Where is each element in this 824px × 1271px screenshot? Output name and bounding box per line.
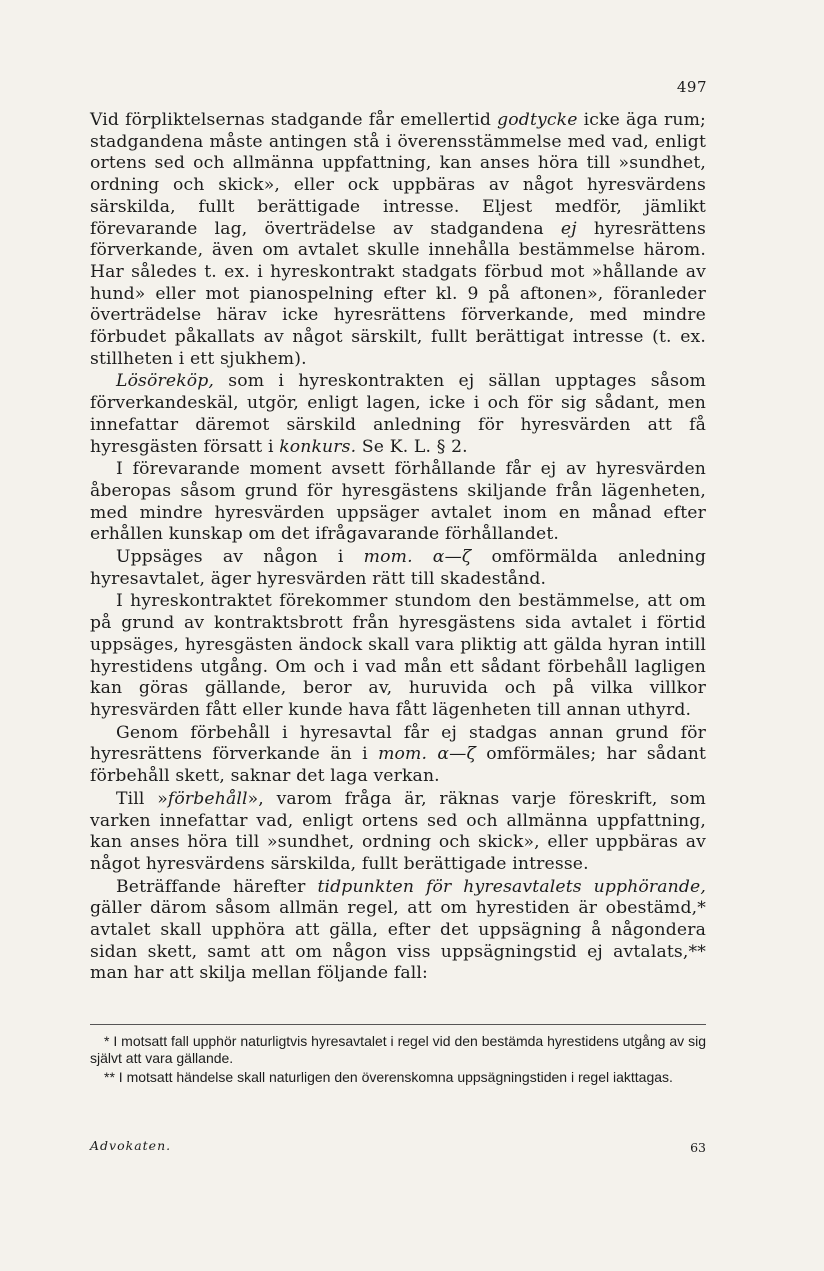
text-run-italic: mom. α—ζ bbox=[363, 547, 472, 568]
text-run: gäller därom såsom allmän regel, att om hyrestiden är obestämd,* avtalet skall upphöra att gälla, efter det uppsägning å någondera sidan skett, samt att om någon viss uppsägningstid ej avtalats,** man har att skilja mellan följande fall: bbox=[90, 898, 706, 984]
footnote-2: ** I motsatt händelse skall naturligen den överenskomna uppsägningstiden i regel iakttagas. bbox=[104, 1069, 673, 1085]
text-run: Se K. L. § 2. bbox=[356, 436, 468, 457]
text-run: hyresrättens förverkande, även om avtalet skulle innehålla bestämmelse härom. Har således t. ex. i hyreskontrakt stadgats förbud mot »hållande av hund» eller mot pianospelning efter kl. 9 på aftonen», föranleder överträdelse härav icke hyresrättens förverkande, med mindre förbudet påkallats av något särskilt, fullt berättigat intresse (t. ex. stillheten i ett sjukhem). bbox=[90, 218, 706, 369]
text-run-italic: ej bbox=[560, 218, 577, 239]
text-run-italic: tidpunkten för hyresavtalets upphörande, bbox=[317, 876, 706, 897]
text-run: som i hyreskontrakten ej sällan upptages såsom förverkandeskäl, utgör, enligt lagen, icke i och för sig sådant, men innefattar däremot särskild anledning för hyresvärden att få hyresgästen försatt i bbox=[90, 371, 706, 457]
paragraph-7 bbox=[90, 789, 706, 876]
text-run: Uppsäges av någon i bbox=[116, 547, 364, 568]
text-run: Till » bbox=[116, 788, 168, 809]
paragraph-4 bbox=[90, 547, 706, 590]
signature-mark: Advokaten. bbox=[90, 1138, 172, 1153]
text-run: », varom fråga är, räknas varje föreskrift, som varken innefattar vad, enligt ortens sed och allmänna uppfattning, kan anses höra till »sundhet, ordning och skick», eller uppbäras av något hyresvärdens särskilda, fullt berättigade intresse. bbox=[90, 788, 706, 874]
page-number: 497 bbox=[676, 78, 707, 96]
body-text bbox=[90, 110, 706, 985]
text-run: icke äga rum; stadgandena måste antingen stå i överensstämmelse med vad, enligt ortens sed och allmänna uppfattning, kan anses höra till »sundhet, ordning och skick», eller ock uppbäras av något hyresvärdens särskilda, fullt berättigade intresse. Eljest medför, jämlikt förevarande lag, överträdelse av stadgandena bbox=[90, 110, 706, 239]
text-run: I förevarande moment avsett förhållande får ej av hyresvärden åberopas såsom grund för hyresgästens skiljande från lägenheten, med mindre hyresvärden uppsäger avtalet inom en månad efter erhållen kunskap om det ifrågavarande förhållandet. bbox=[90, 459, 706, 545]
text-run-italic: förbehåll bbox=[167, 788, 248, 809]
text-run-italic: mom. α—ζ bbox=[378, 744, 476, 765]
paragraph-8 bbox=[90, 877, 706, 986]
text-run-italic: konkurs. bbox=[279, 436, 357, 457]
paragraph-1 bbox=[90, 110, 706, 370]
text-run-italic: godtycke bbox=[497, 110, 578, 130]
text-run: Genom förbehåll i hyresavtal får ej stadgas annan grund för hyresrättens förverkande än i bbox=[90, 722, 706, 765]
text-run-italic: Lösöreköp, bbox=[116, 371, 215, 392]
paragraph-3 bbox=[90, 459, 706, 546]
footnotes bbox=[90, 1024, 706, 1089]
paragraph-6 bbox=[90, 723, 706, 788]
text-run: omförmälda anledning hyresavtalet, äger hyresvärden rätt till skadestånd. bbox=[90, 547, 706, 589]
text-run: Beträffande härefter bbox=[116, 876, 318, 897]
page-footer bbox=[90, 1138, 706, 1153]
paragraph-5 bbox=[90, 591, 706, 721]
text-run: I hyreskontraktet förekommer stundom den bestämmelse, att om på grund av kontraktsbrott från hyresgästens sida avtalet i förtid uppsäges, hyresgästen ändock skall vara pliktig att gälda hyran intill hyrestidens utgång. Om och i vad mån ett sådant förbehåll lagligen kan göras gällande, beror av, huruvida och på vilka villkor hyresvärden fått eller kunde hava fått lägenheten till annan uthyrd. bbox=[90, 591, 706, 720]
text-run: Vid förpliktelsernas stadgande får emellertid bbox=[90, 110, 498, 130]
text-run: omförmäles; har sådant förbehåll skett, saknar det laga verkan. bbox=[90, 744, 707, 787]
sheet-number: 63 bbox=[690, 1140, 706, 1155]
footnote-1: * I motsatt fall upphör naturligtvis hyresavtalet i regel vid den bestämda hyrestidens utgång av sig självt att vara gällande. bbox=[90, 1033, 706, 1066]
paragraph-2 bbox=[90, 371, 706, 458]
